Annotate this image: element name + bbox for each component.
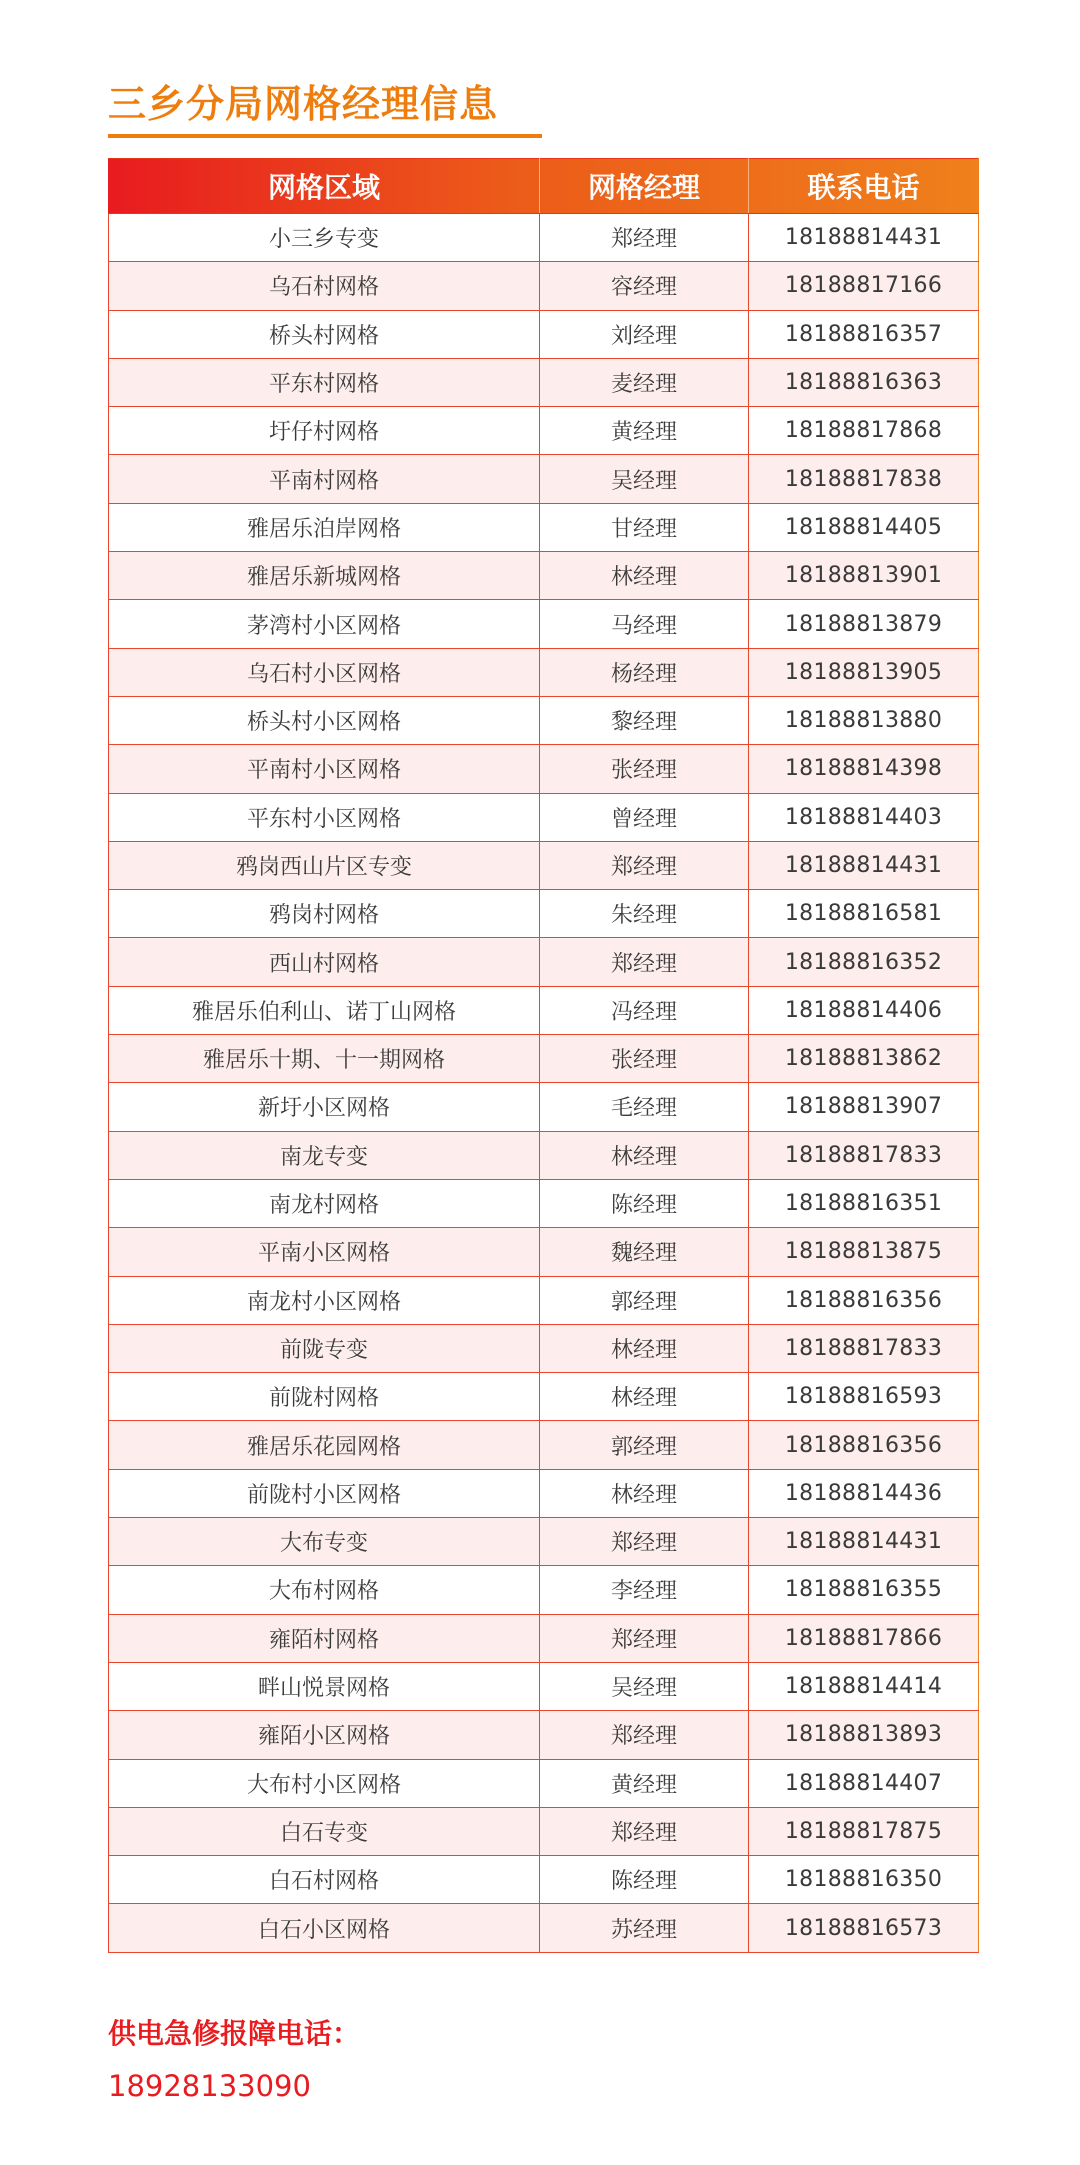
phone-cell[interactable]: 18188813862 bbox=[749, 1035, 979, 1083]
table-row bbox=[109, 407, 979, 455]
phone-cell[interactable]: 18188814431 bbox=[749, 1518, 979, 1566]
manager-cell: 黄经理 bbox=[540, 407, 749, 455]
grid-area-cell: 桥头村网格 bbox=[109, 310, 540, 358]
table-row bbox=[109, 1711, 979, 1759]
table-row bbox=[109, 1228, 979, 1276]
manager-cell: 郭经理 bbox=[540, 1421, 749, 1469]
table-row bbox=[109, 1566, 979, 1614]
phone-cell[interactable]: 18188813880 bbox=[749, 696, 979, 744]
grid-area-cell: 平南小区网格 bbox=[109, 1228, 540, 1276]
grid-area-cell: 雅居乐花园网格 bbox=[109, 1421, 540, 1469]
table-row bbox=[109, 1904, 979, 1952]
grid-area-cell: 畔山悦景网格 bbox=[109, 1662, 540, 1710]
phone-cell[interactable]: 18188813901 bbox=[749, 552, 979, 600]
manager-cell: 黎经理 bbox=[540, 696, 749, 744]
phone-cell[interactable]: 18188817875 bbox=[749, 1807, 979, 1855]
grid-area-cell: 鸦岗西山片区专变 bbox=[109, 841, 540, 889]
phone-cell[interactable]: 18188814436 bbox=[749, 1469, 979, 1517]
table-row bbox=[109, 358, 979, 406]
table-row bbox=[109, 1807, 979, 1855]
phone-cell[interactable]: 18188816356 bbox=[749, 1276, 979, 1324]
grid-area-cell: 新圩小区网格 bbox=[109, 1083, 540, 1131]
phone-cell[interactable]: 18188814398 bbox=[749, 745, 979, 793]
table-row bbox=[109, 1083, 979, 1131]
phone-cell[interactable]: 18188813875 bbox=[749, 1228, 979, 1276]
table-row bbox=[109, 745, 979, 793]
phone-cell[interactable]: 18188816352 bbox=[749, 938, 979, 986]
phone-cell[interactable]: 18188814407 bbox=[749, 1759, 979, 1807]
table-row bbox=[109, 1759, 979, 1807]
grid-area-cell: 白石专变 bbox=[109, 1807, 540, 1855]
phone-cell[interactable]: 18188816356 bbox=[749, 1421, 979, 1469]
manager-cell: 林经理 bbox=[540, 1373, 749, 1421]
header-grid-area: 网格区域 bbox=[109, 159, 540, 214]
phone-cell[interactable]: 18188816581 bbox=[749, 890, 979, 938]
table-row bbox=[109, 1179, 979, 1227]
table-row bbox=[109, 1662, 979, 1710]
grid-area-cell: 雍陌小区网格 bbox=[109, 1711, 540, 1759]
manager-cell: 马经理 bbox=[540, 600, 749, 648]
table-row bbox=[109, 1373, 979, 1421]
table-row bbox=[109, 455, 979, 503]
manager-cell: 郑经理 bbox=[540, 1807, 749, 1855]
table-row bbox=[109, 696, 979, 744]
table-row bbox=[109, 648, 979, 696]
grid-area-cell: 南龙村网格 bbox=[109, 1179, 540, 1227]
table-row bbox=[109, 986, 979, 1034]
grid-area-cell: 雅居乐伯利山、诺丁山网格 bbox=[109, 986, 540, 1034]
grid-area-cell: 白石村网格 bbox=[109, 1856, 540, 1904]
manager-cell: 杨经理 bbox=[540, 648, 749, 696]
manager-cell: 林经理 bbox=[540, 1324, 749, 1372]
table-row bbox=[109, 1131, 979, 1179]
manager-cell: 李经理 bbox=[540, 1566, 749, 1614]
grid-area-cell: 雅居乐新城网格 bbox=[109, 552, 540, 600]
table-row bbox=[109, 1469, 979, 1517]
manager-cell: 林经理 bbox=[540, 1131, 749, 1179]
table-row bbox=[109, 793, 979, 841]
grid-area-cell: 西山村网格 bbox=[109, 938, 540, 986]
grid-area-cell: 乌石村网格 bbox=[109, 262, 540, 310]
phone-cell[interactable]: 18188817838 bbox=[749, 455, 979, 503]
grid-area-cell: 平南村网格 bbox=[109, 455, 540, 503]
manager-cell: 林经理 bbox=[540, 1469, 749, 1517]
table-row bbox=[109, 503, 979, 551]
phone-cell[interactable]: 18188813893 bbox=[749, 1711, 979, 1759]
table-row bbox=[109, 890, 979, 938]
manager-cell: 容经理 bbox=[540, 262, 749, 310]
manager-cell: 郑经理 bbox=[540, 1614, 749, 1662]
grid-area-cell: 雅居乐泊岸网格 bbox=[109, 503, 540, 551]
grid-area-cell: 乌石村小区网格 bbox=[109, 648, 540, 696]
table-row bbox=[109, 938, 979, 986]
phone-cell[interactable]: 18188816355 bbox=[749, 1566, 979, 1614]
hotline-number[interactable]: 18928133090 bbox=[108, 2069, 311, 2103]
header-grid-manager: 网格经理 bbox=[540, 159, 749, 214]
grid-area-cell: 茅湾村小区网格 bbox=[109, 600, 540, 648]
manager-cell: 陈经理 bbox=[540, 1179, 749, 1227]
phone-cell[interactable]: 18188814405 bbox=[749, 503, 979, 551]
grid-area-cell: 平东村小区网格 bbox=[109, 793, 540, 841]
phone-cell[interactable]: 18188816593 bbox=[749, 1373, 979, 1421]
phone-cell[interactable]: 18188817868 bbox=[749, 407, 979, 455]
hotline-label: 供电急修报障电话： bbox=[108, 2017, 361, 2050]
phone-cell[interactable]: 18188813879 bbox=[749, 600, 979, 648]
phone-cell[interactable]: 18188817166 bbox=[749, 262, 979, 310]
table-row bbox=[109, 600, 979, 648]
table-row bbox=[109, 552, 979, 600]
phone-cell[interactable]: 18188814406 bbox=[749, 986, 979, 1034]
grid-area-cell: 桥头村小区网格 bbox=[109, 696, 540, 744]
phone-cell[interactable]: 18188817866 bbox=[749, 1614, 979, 1662]
manager-cell: 吴经理 bbox=[540, 1662, 749, 1710]
grid-area-cell: 前陇村小区网格 bbox=[109, 1469, 540, 1517]
grid-area-cell: 雅居乐十期、十一期网格 bbox=[109, 1035, 540, 1083]
manager-cell: 吴经理 bbox=[540, 455, 749, 503]
phone-cell[interactable]: 18188813905 bbox=[749, 648, 979, 696]
grid-area-cell: 小三乡专变 bbox=[109, 214, 540, 262]
phone-cell[interactable]: 18188814431 bbox=[749, 214, 979, 262]
phone-cell[interactable]: 18188817833 bbox=[749, 1131, 979, 1179]
manager-cell: 郭经理 bbox=[540, 1276, 749, 1324]
page-title: 三乡分局网格经理信息 bbox=[108, 82, 499, 126]
manager-cell: 郑经理 bbox=[540, 1518, 749, 1566]
phone-cell[interactable]: 18188816357 bbox=[749, 310, 979, 358]
table-row bbox=[109, 1856, 979, 1904]
manager-cell: 苏经理 bbox=[540, 1904, 749, 1952]
table-row bbox=[109, 1614, 979, 1662]
grid-area-cell: 南龙村小区网格 bbox=[109, 1276, 540, 1324]
grid-area-cell: 南龙专变 bbox=[109, 1131, 540, 1179]
grid-area-cell: 前陇专变 bbox=[109, 1324, 540, 1372]
phone-cell[interactable]: 18188813907 bbox=[749, 1083, 979, 1131]
grid-area-cell: 平南村小区网格 bbox=[109, 745, 540, 793]
grid-area-cell: 白石小区网格 bbox=[109, 1904, 540, 1952]
table-row bbox=[109, 841, 979, 889]
grid-area-cell: 前陇村网格 bbox=[109, 1373, 540, 1421]
phone-cell[interactable]: 18188817833 bbox=[749, 1324, 979, 1372]
manager-cell: 张经理 bbox=[540, 745, 749, 793]
manager-cell: 朱经理 bbox=[540, 890, 749, 938]
table-row bbox=[109, 1276, 979, 1324]
grid-manager-table bbox=[108, 158, 979, 1953]
grid-area-cell: 平东村网格 bbox=[109, 358, 540, 406]
phone-cell[interactable]: 18188814431 bbox=[749, 841, 979, 889]
manager-cell: 郑经理 bbox=[540, 1711, 749, 1759]
phone-cell[interactable]: 18188816350 bbox=[749, 1856, 979, 1904]
phone-cell[interactable]: 18188814414 bbox=[749, 1662, 979, 1710]
grid-area-cell: 大布村小区网格 bbox=[109, 1759, 540, 1807]
grid-area-cell: 大布村网格 bbox=[109, 1566, 540, 1614]
table-row bbox=[109, 1518, 979, 1566]
phone-cell[interactable]: 18188816573 bbox=[749, 1904, 979, 1952]
manager-cell: 冯经理 bbox=[540, 986, 749, 1034]
manager-cell: 郑经理 bbox=[540, 841, 749, 889]
grid-area-cell: 雍陌村网格 bbox=[109, 1614, 540, 1662]
grid-area-cell: 鸦岗村网格 bbox=[109, 890, 540, 938]
manager-cell: 刘经理 bbox=[540, 310, 749, 358]
manager-cell: 林经理 bbox=[540, 552, 749, 600]
manager-cell: 郑经理 bbox=[540, 214, 749, 262]
table-row bbox=[109, 1324, 979, 1372]
table-row bbox=[109, 1035, 979, 1083]
phone-cell[interactable]: 18188814403 bbox=[749, 793, 979, 841]
manager-cell: 黄经理 bbox=[540, 1759, 749, 1807]
table-row bbox=[109, 214, 979, 262]
manager-cell: 毛经理 bbox=[540, 1083, 749, 1131]
table-row bbox=[109, 1421, 979, 1469]
manager-cell: 陈经理 bbox=[540, 1856, 749, 1904]
table-body bbox=[109, 214, 979, 1953]
grid-area-cell: 大布专变 bbox=[109, 1518, 540, 1566]
phone-cell[interactable]: 18188816351 bbox=[749, 1179, 979, 1227]
table-row bbox=[109, 262, 979, 310]
manager-cell: 郑经理 bbox=[540, 938, 749, 986]
manager-cell: 曾经理 bbox=[540, 793, 749, 841]
manager-cell: 甘经理 bbox=[540, 503, 749, 551]
manager-cell: 魏经理 bbox=[540, 1228, 749, 1276]
manager-cell: 麦经理 bbox=[540, 358, 749, 406]
table-header-row bbox=[109, 159, 979, 214]
manager-cell: 张经理 bbox=[540, 1035, 749, 1083]
grid-area-cell: 圩仔村网格 bbox=[109, 407, 540, 455]
title-underline bbox=[108, 134, 542, 138]
table-row bbox=[109, 310, 979, 358]
header-contact-phone: 联系电话 bbox=[749, 159, 979, 214]
phone-cell[interactable]: 18188816363 bbox=[749, 358, 979, 406]
